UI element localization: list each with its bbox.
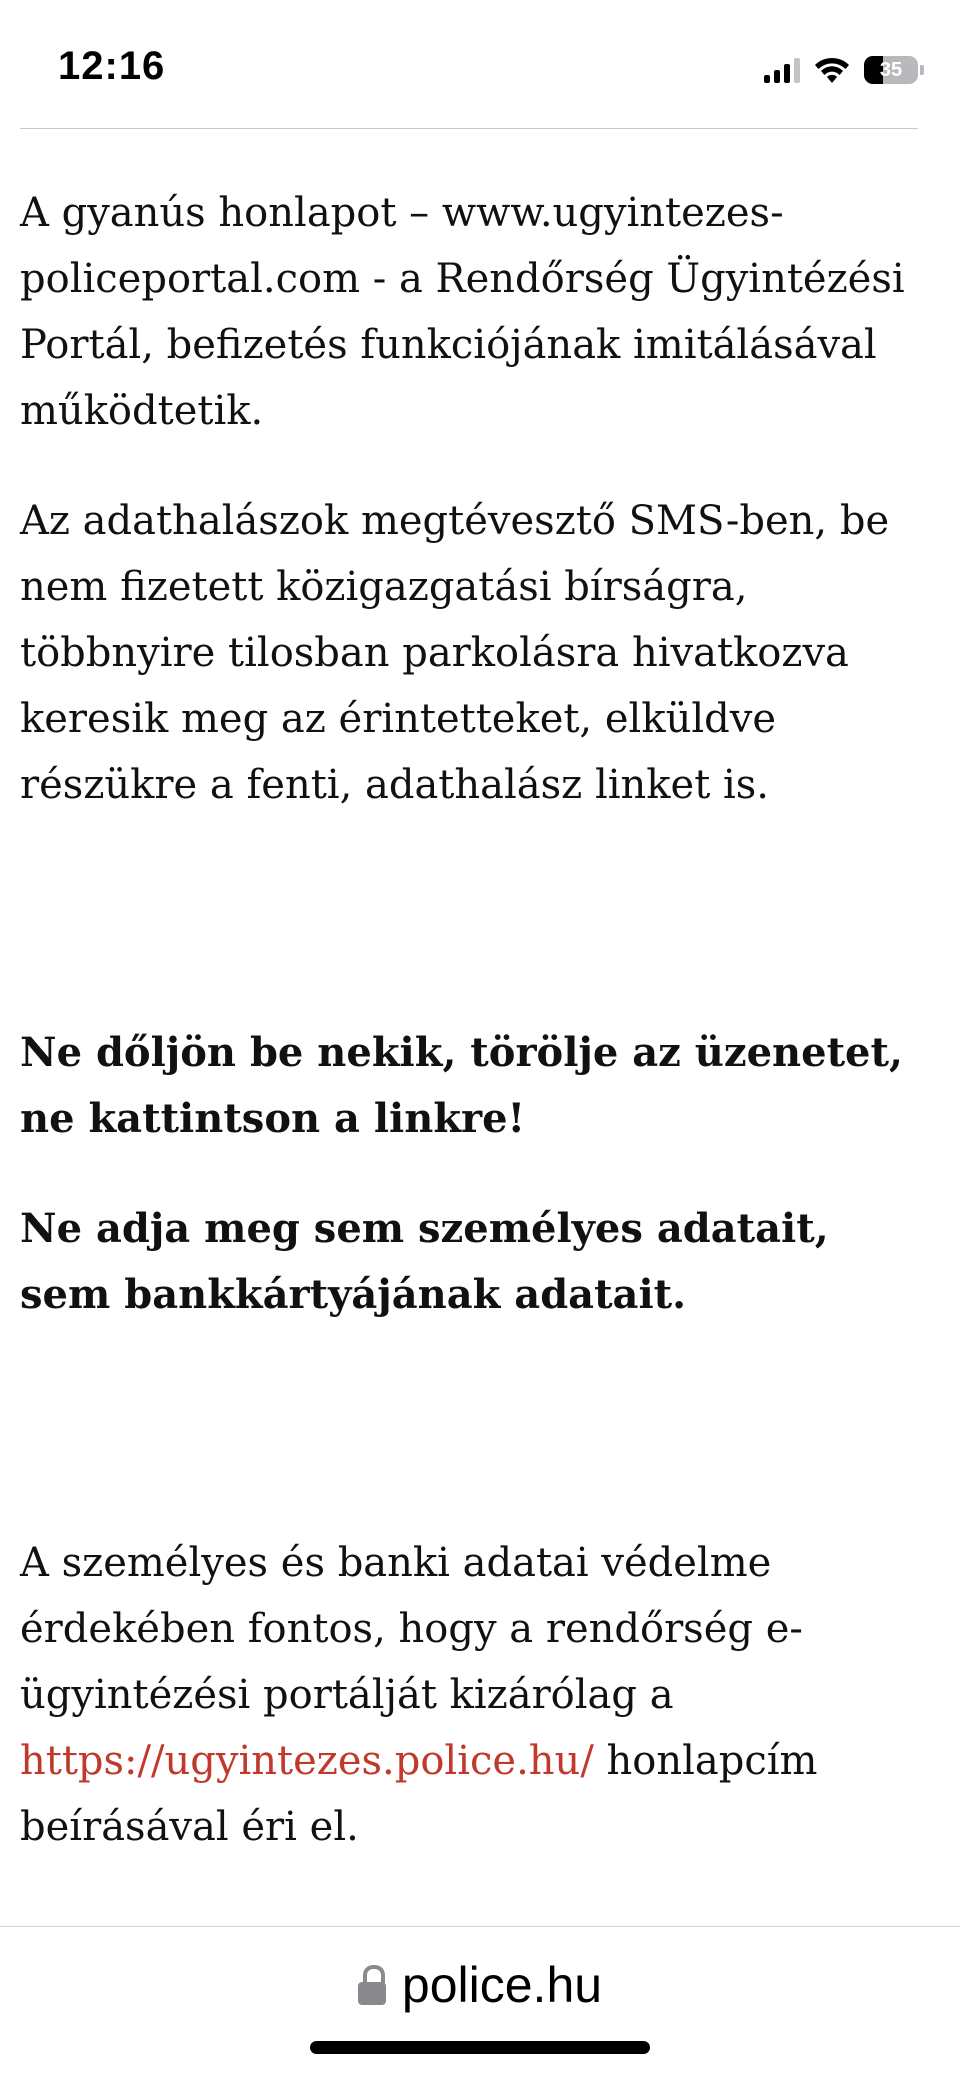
status-time: 12:16: [58, 44, 166, 88]
home-indicator[interactable]: [310, 2041, 650, 2054]
battery-level: 35: [879, 59, 903, 81]
article-content: [20, 180, 920, 1860]
wifi-icon: [814, 56, 850, 84]
status-bar: [0, 0, 960, 130]
cellular-signal-icon: [764, 57, 800, 83]
paragraph-text: A személyes és banki adatai védelme érdekében fontos, hogy a rendőrség e-ügyintézési portálját kizárólag a: [20, 1540, 803, 1718]
address-bar[interactable]: [0, 1950, 960, 2020]
paragraph-text: honlapcím beírásával éri el.: [20, 1738, 818, 1850]
warning-text: Ne adja meg sem személyes adatait, sem bankkártyájának adatait.: [20, 1205, 829, 1318]
address-domain[interactable]: police.hu: [401, 1957, 603, 2013]
article-paragraph: A gyanús honlapot – www.ugyintezes-policeportal.com - a Rendőrség Ügyintézési Portál, befizetés funkciójának imitálásával működtetik.: [20, 190, 905, 434]
battery-cap: [920, 65, 924, 75]
lock-icon: [358, 1965, 386, 2005]
article-paragraph: Az adathalászok megtévesztő SMS-ben, be nem fizetett közigazgatási bírságra, többnyire tilosban parkolásra hivatkozva keresik meg az érintetteket, elküldve részükre a fenti, adathalász linket is.: [20, 498, 890, 808]
warning-text: Ne dőljön be nekik, törölje az üzenetet, ne kattintson a linkre!: [20, 1029, 903, 1142]
status-icons: [764, 52, 924, 88]
official-portal-link[interactable]: https://ugyintezes.police.hu/: [20, 1738, 594, 1784]
top-divider: [20, 128, 918, 129]
article-paragraph: [20, 1530, 920, 1860]
bottom-divider: [0, 1926, 960, 1927]
battery-icon: [864, 56, 918, 84]
